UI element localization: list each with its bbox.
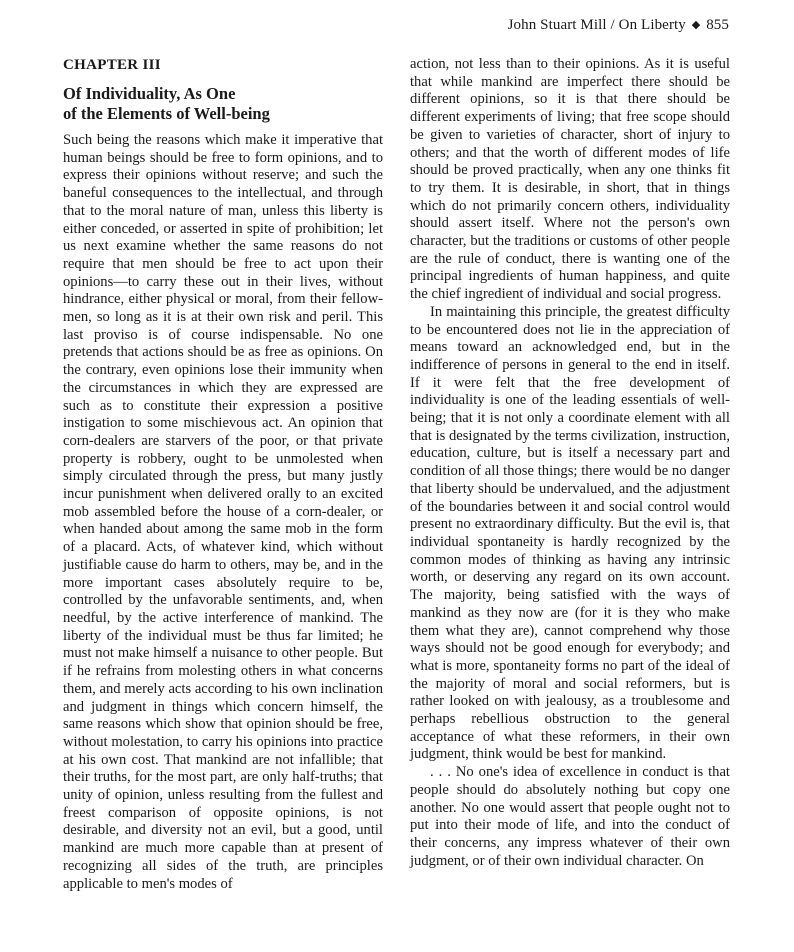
chapter-title-line-1: Of Individuality, As One — [63, 84, 236, 103]
chapter-title — [63, 84, 383, 124]
running-head — [508, 17, 729, 34]
body-paragraph: In maintaining this principle, the greatest difficulty to be encountered does not lie in the appreciation of means toward an acknowledged end, but in the indifference of persons in general to the end in itself. If it were felt that the free development of individuality is one of the leading essentials of well-being; that it is not only a coordinate element with all that is designated by the terms civilization, instruction, education, culture, but is itself a necessary part and condition of all those things; there would be no danger that liberty should be undervalued, and the adjustment of the boundaries between it and social control would present no extraordinary difficulty. But the evil is, that individual spontaneity is hardly recognized by the common modes of thinking as having any intrinsic worth, or deserving any regard on its own account. The majority, being satisfied with the ways of mankind as they now are (for it is they who make them what they are), cannot comprehend why those ways should not be good enough for everybody; and what is more, spontaneity forms no part of the ideal of the majority of moral and social reformers, but is rather looked on with jealousy, as a troublesome and perhaps rebellious obstruction to the general acceptance of what these reformers, in their own judgment, think would be best for mankind. — [410, 303, 730, 763]
page-number: 855 — [706, 17, 729, 33]
body-paragraph: . . . No one's idea of excellence in conduct is that people should do absolutely nothing but copy one another. No one would assert that people ought not to put into their mode of life, and into the conduct of their concerns, any impress whatever of their own judgment, or of their own individual character. On — [410, 764, 730, 869]
header-author: John Stuart Mill — [507, 17, 607, 33]
body-paragraph: action, not less than to their opinions. As it is useful that while mankind are imperfect there should be different opinions, so it is that there should be different experiments of living; that free scope should be given to varieties of character, short of injury to others; and that the worth of different modes of life should be proved practically, when any one thinks fit to try them. It is desirable, in short, that in things which do not primarily concern others, individuality should assert itself. Where not the person's own character, but the traditions or customs of other people are the rule of conduct, there is wanting one of the principal ingredients of human happiness, and quite the chief ingredient of individual and social progress. — [410, 56, 730, 303]
chapter-label: CHAPTER III — [63, 57, 161, 73]
body-paragraph: Such being the reasons which make it imperative that human beings should be free to form opinions, and to express their opinions without reserve; and such the baneful consequences to the intellectual, and through that to the moral nature of man, unless this liberty is either conceded, or asserted in spite of prohibition; let us next examine whether the same reasons do not require that men should be free to act upon their opinions—to carry these out in their lives, without hindrance, either physical or moral, from their fellow-men, so long as it is at their own risk and peril. This last proviso is of course indispensable. No one pretends that actions should be as free as opinions. On the contrary, even opinions lose their immunity when the circumstances in which they are expressed are such as to constitute their expression a positive instigation to some mischievous act. An opinion that corn-dealers are starvers of the poor, or that private property is robbery, ought to be unmolested when simply circulated through the press, but many justly incur punishment when delivered orally to an excited mob assembled before the house of a corn-dealer, or when handed about among the same mob in the form of a placard. Acts, of whatever kind, which without justifiable cause do harm to others, may be, and in the more important cases absolutely require to be, controlled by the unfavorable sentiments, and, when needful, by the active interference of mankind. The liberty of the individual must be thus far limited; he must not make himself a nuisance to other people. But if he refrains from molesting others in what concerns them, and merely acts according to his own inclination and judgment in things which concern himself, the same reasons which show that opinion should be free, without molestation, to carry his opinions into practice at his own cost. That mankind are not infallible; that their truths, for the most part, are only half-truths; that unity of opinion, unless resulting from the fullest and freest comparison of opposite opinions, is not desirable, and diversity not an evil, but a good, until mankind are much more capable than at present of recognizing all sides of the truth, are principles applicable to men's modes of — [63, 132, 383, 892]
left-column — [63, 56, 383, 893]
right-column — [410, 56, 730, 870]
header-work-title: On Liberty — [618, 17, 686, 33]
header-separator: / — [610, 17, 615, 33]
diamond-ornament-icon: ◆ — [691, 19, 701, 31]
chapter-title-line-2: of the Elements of Well-being — [63, 104, 270, 123]
